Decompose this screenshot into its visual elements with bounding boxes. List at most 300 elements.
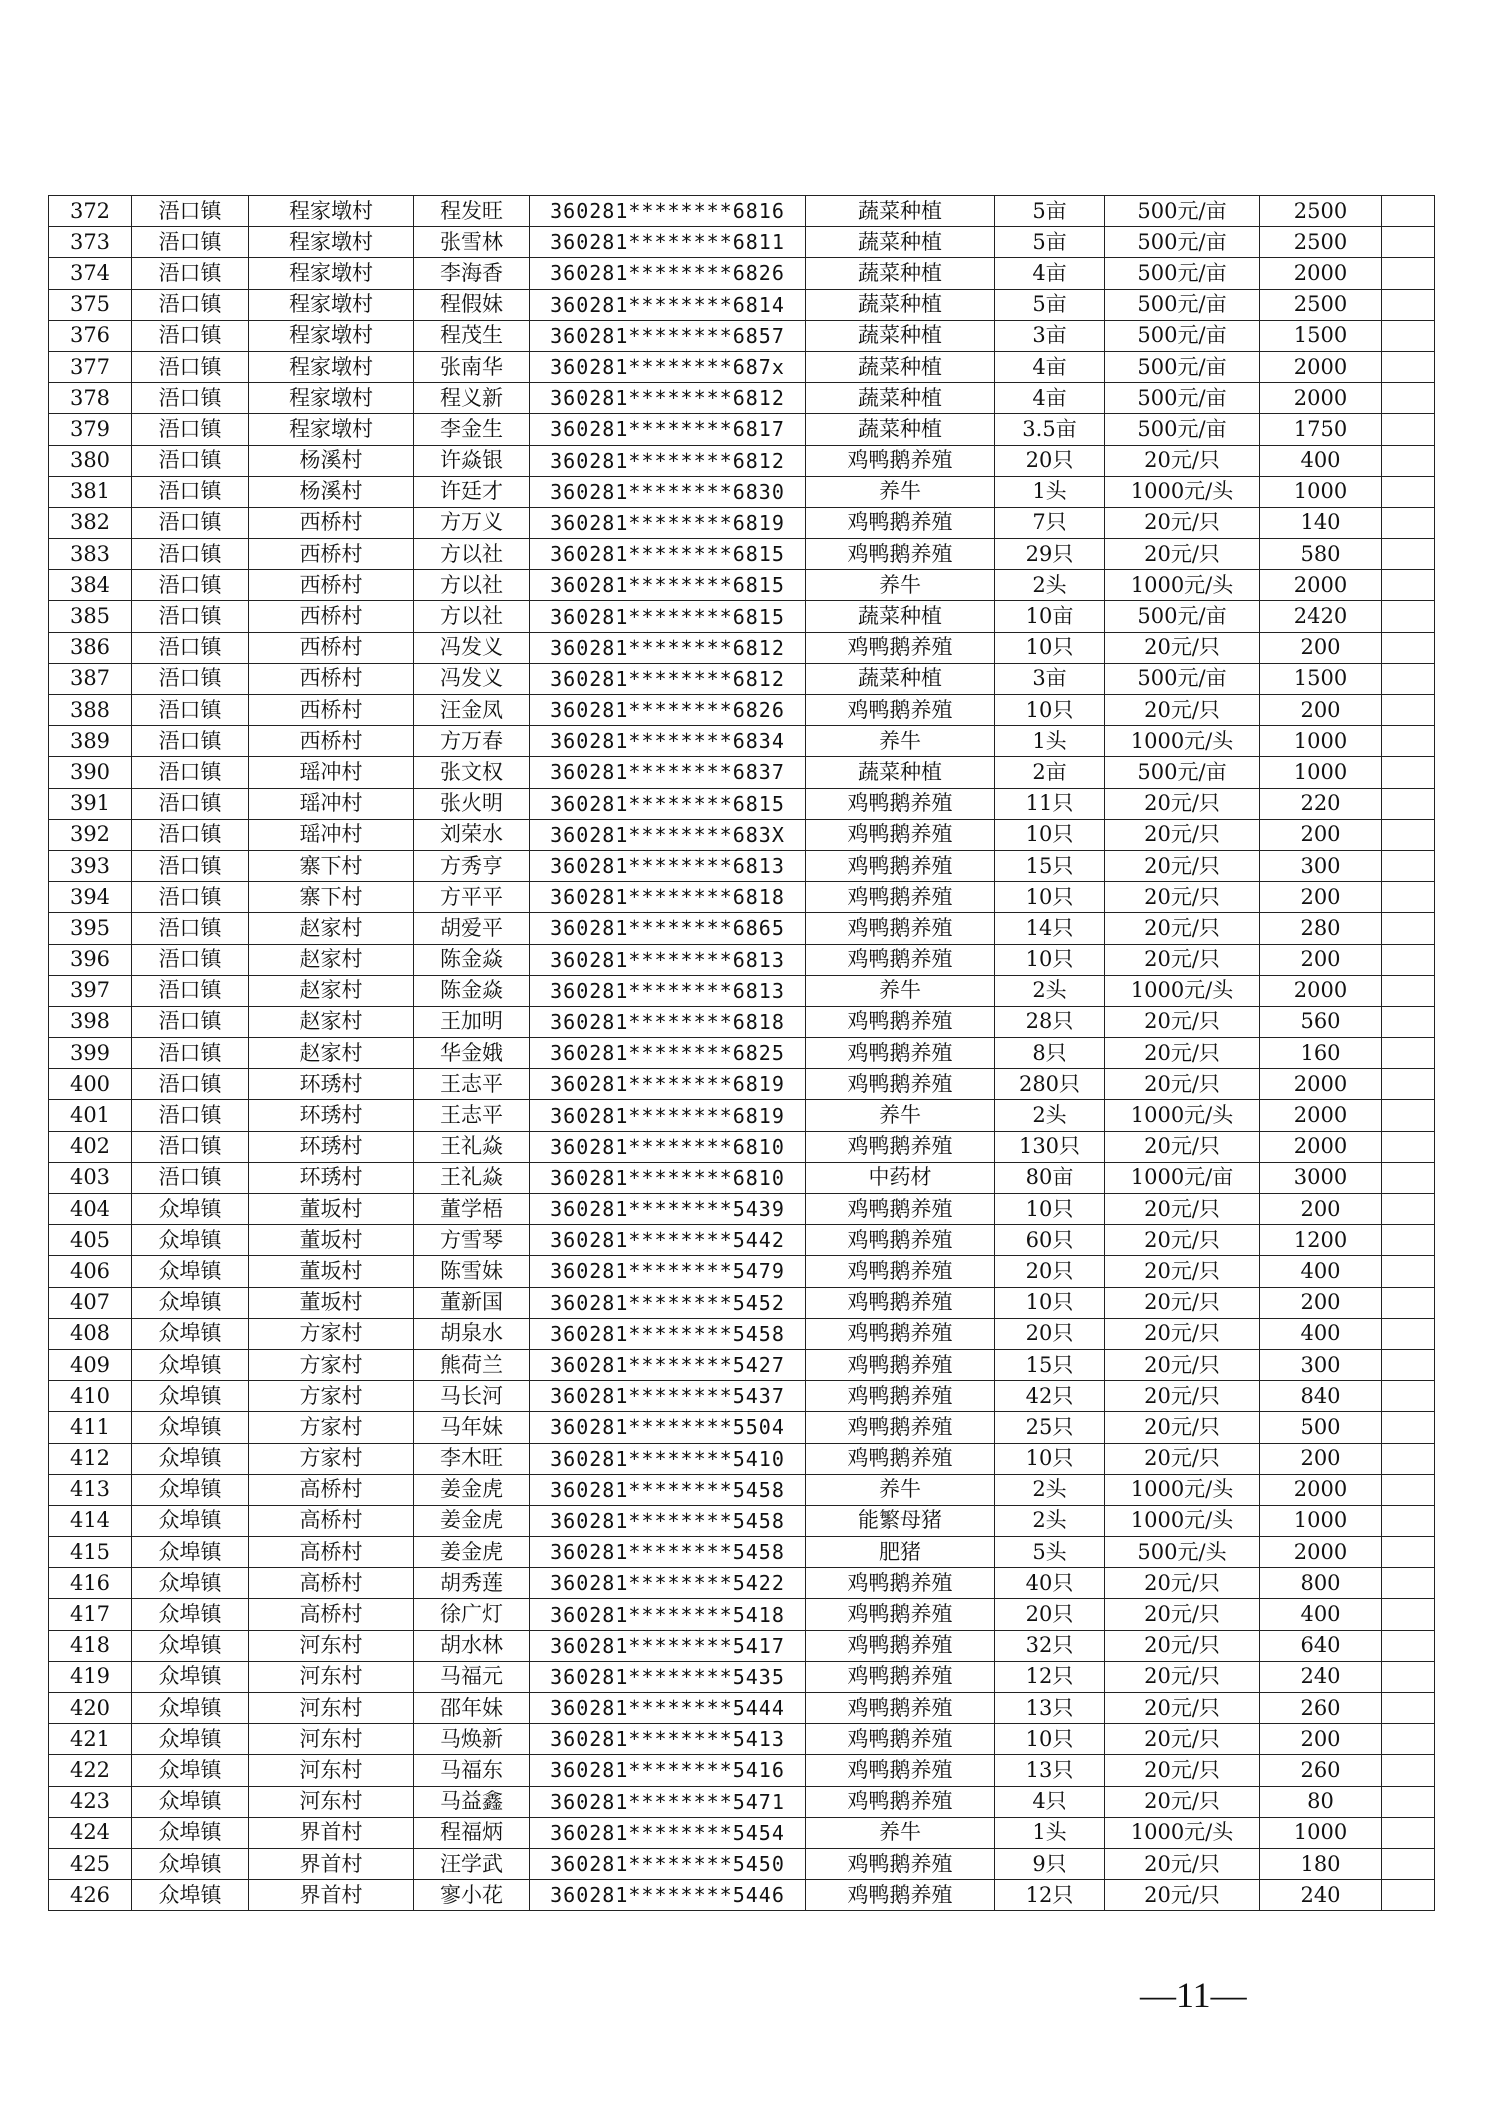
cell-amount: 560 (1260, 1006, 1382, 1037)
cell-remark (1382, 944, 1435, 975)
cell-village: 赵家村 (249, 1006, 414, 1037)
cell-id-number: 360281********6815 (530, 539, 806, 570)
cell-id-number: 360281********5417 (530, 1630, 806, 1661)
cell-name: 张南华 (414, 351, 530, 382)
table-row (49, 1318, 1435, 1349)
cell-standard: 20元/只 (1105, 850, 1260, 881)
cell-project: 养牛 (806, 570, 995, 601)
cell-name: 寥小花 (414, 1880, 530, 1911)
cell-project: 养牛 (806, 476, 995, 507)
cell-row-index: 389 (49, 726, 132, 757)
cell-standard: 20元/只 (1105, 1786, 1260, 1817)
cell-name: 程义新 (414, 383, 530, 414)
cell-remark (1382, 601, 1435, 632)
cell-standard: 20元/只 (1105, 1848, 1260, 1879)
cell-id-number: 360281********5444 (530, 1693, 806, 1724)
cell-amount: 2000 (1260, 975, 1382, 1006)
cell-project: 养牛 (806, 975, 995, 1006)
cell-amount: 200 (1260, 882, 1382, 913)
cell-standard: 20元/只 (1105, 1225, 1260, 1256)
cell-project: 鸡鸭鹅养殖 (806, 913, 995, 944)
cell-id-number: 360281********6830 (530, 476, 806, 507)
cell-project: 鸡鸭鹅养殖 (806, 1069, 995, 1100)
cell-standard: 1000元/头 (1105, 1505, 1260, 1536)
table-row (49, 819, 1435, 850)
cell-project: 蔬菜种植 (806, 383, 995, 414)
cell-row-index: 401 (49, 1100, 132, 1131)
cell-town: 浯口镇 (132, 819, 249, 850)
cell-village: 董坂村 (249, 1256, 414, 1287)
cell-quantity: 1头 (995, 476, 1105, 507)
cell-project: 鸡鸭鹅养殖 (806, 819, 995, 850)
cell-amount: 240 (1260, 1661, 1382, 1692)
cell-amount: 280 (1260, 913, 1382, 944)
cell-project: 养牛 (806, 1474, 995, 1505)
cell-town: 浯口镇 (132, 570, 249, 601)
cell-row-index: 385 (49, 601, 132, 632)
cell-town: 众埠镇 (132, 1599, 249, 1630)
cell-amount: 1000 (1260, 726, 1382, 757)
cell-standard: 20元/只 (1105, 1038, 1260, 1069)
cell-standard: 20元/只 (1105, 1069, 1260, 1100)
table-row (49, 1599, 1435, 1630)
cell-id-number: 360281********5450 (530, 1848, 806, 1879)
cell-amount: 300 (1260, 850, 1382, 881)
cell-row-index: 399 (49, 1038, 132, 1069)
cell-row-index: 416 (49, 1568, 132, 1599)
cell-standard: 20元/只 (1105, 1443, 1260, 1474)
table-row (49, 1412, 1435, 1443)
cell-town: 浯口镇 (132, 258, 249, 289)
page-number: —11— (1140, 1975, 1247, 2015)
cell-name: 方万春 (414, 726, 530, 757)
cell-id-number: 360281********5435 (530, 1661, 806, 1692)
cell-town: 浯口镇 (132, 1069, 249, 1100)
cell-remark (1382, 1724, 1435, 1755)
cell-standard: 20元/只 (1105, 1131, 1260, 1162)
cell-amount: 2000 (1260, 1100, 1382, 1131)
cell-quantity: 5亩 (995, 289, 1105, 320)
cell-village: 西桥村 (249, 726, 414, 757)
cell-remark (1382, 289, 1435, 320)
cell-quantity: 5亩 (995, 196, 1105, 227)
cell-name: 汪金凤 (414, 695, 530, 726)
cell-id-number: 360281********6812 (530, 663, 806, 694)
cell-amount: 200 (1260, 695, 1382, 726)
cell-row-index: 406 (49, 1256, 132, 1287)
cell-amount: 400 (1260, 1318, 1382, 1349)
cell-town: 众埠镇 (132, 1724, 249, 1755)
cell-row-index: 372 (49, 196, 132, 227)
cell-name: 张雪林 (414, 227, 530, 258)
table-row (49, 1848, 1435, 1879)
table-row (49, 757, 1435, 788)
cell-id-number: 360281********6819 (530, 1100, 806, 1131)
cell-village: 西桥村 (249, 601, 414, 632)
cell-quantity: 11只 (995, 788, 1105, 819)
cell-id-number: 360281********5437 (530, 1381, 806, 1412)
cell-village: 赵家村 (249, 913, 414, 944)
cell-row-index: 405 (49, 1225, 132, 1256)
cell-standard: 20元/只 (1105, 1381, 1260, 1412)
cell-amount: 140 (1260, 507, 1382, 538)
cell-name: 王礼焱 (414, 1162, 530, 1193)
cell-id-number: 360281********6812 (530, 445, 806, 476)
cell-standard: 20元/只 (1105, 1412, 1260, 1443)
cell-town: 浯口镇 (132, 1100, 249, 1131)
cell-row-index: 382 (49, 507, 132, 538)
cell-id-number: 360281********5454 (530, 1817, 806, 1848)
cell-amount: 200 (1260, 944, 1382, 975)
cell-town: 众埠镇 (132, 1568, 249, 1599)
cell-quantity: 10只 (995, 882, 1105, 913)
cell-village: 程家墩村 (249, 289, 414, 320)
cell-village: 赵家村 (249, 944, 414, 975)
cell-town: 浯口镇 (132, 1131, 249, 1162)
cell-name: 方平平 (414, 882, 530, 913)
cell-quantity: 14只 (995, 913, 1105, 944)
cell-quantity: 9只 (995, 1848, 1105, 1879)
cell-amount: 80 (1260, 1786, 1382, 1817)
cell-row-index: 414 (49, 1505, 132, 1536)
cell-village: 西桥村 (249, 632, 414, 663)
cell-remark (1382, 757, 1435, 788)
cell-quantity: 4只 (995, 1786, 1105, 1817)
cell-quantity: 10只 (995, 632, 1105, 663)
cell-town: 众埠镇 (132, 1225, 249, 1256)
cell-project: 鸡鸭鹅养殖 (806, 1880, 995, 1911)
cell-name: 胡泉水 (414, 1318, 530, 1349)
cell-quantity: 20只 (995, 1599, 1105, 1630)
cell-name: 张火明 (414, 788, 530, 819)
cell-remark (1382, 882, 1435, 913)
cell-town: 众埠镇 (132, 1817, 249, 1848)
cell-name: 李木旺 (414, 1443, 530, 1474)
cell-standard: 1000元/头 (1105, 476, 1260, 507)
cell-row-index: 396 (49, 944, 132, 975)
cell-row-index: 407 (49, 1287, 132, 1318)
table-row (49, 539, 1435, 570)
table-row (49, 227, 1435, 258)
cell-project: 蔬菜种植 (806, 663, 995, 694)
cell-project: 蔬菜种植 (806, 414, 995, 445)
cell-quantity: 10只 (995, 1443, 1105, 1474)
cell-standard: 1000元/头 (1105, 726, 1260, 757)
cell-town: 众埠镇 (132, 1537, 249, 1568)
cell-row-index: 384 (49, 570, 132, 601)
cell-village: 寨下村 (249, 882, 414, 913)
cell-id-number: 360281********6819 (530, 507, 806, 538)
cell-amount: 400 (1260, 445, 1382, 476)
cell-amount: 1200 (1260, 1225, 1382, 1256)
cell-row-index: 388 (49, 695, 132, 726)
cell-town: 众埠镇 (132, 1786, 249, 1817)
cell-amount: 2000 (1260, 258, 1382, 289)
cell-name: 马福东 (414, 1755, 530, 1786)
cell-name: 陈雪妹 (414, 1256, 530, 1287)
cell-remark (1382, 320, 1435, 351)
cell-id-number: 360281********687x (530, 351, 806, 382)
cell-project: 鸡鸭鹅养殖 (806, 944, 995, 975)
cell-quantity: 12只 (995, 1880, 1105, 1911)
cell-village: 界首村 (249, 1880, 414, 1911)
cell-remark (1382, 1630, 1435, 1661)
cell-name: 方万义 (414, 507, 530, 538)
cell-quantity: 20只 (995, 445, 1105, 476)
cell-id-number: 360281********5422 (530, 1568, 806, 1599)
cell-quantity: 3亩 (995, 320, 1105, 351)
cell-village: 西桥村 (249, 570, 414, 601)
cell-project: 蔬菜种植 (806, 601, 995, 632)
table-row (49, 1630, 1435, 1661)
cell-village: 赵家村 (249, 975, 414, 1006)
cell-project: 鸡鸭鹅养殖 (806, 788, 995, 819)
cell-standard: 1000元/头 (1105, 570, 1260, 601)
cell-town: 浯口镇 (132, 882, 249, 913)
cell-name: 李海香 (414, 258, 530, 289)
cell-remark (1382, 1505, 1435, 1536)
cell-id-number: 360281********6813 (530, 944, 806, 975)
cell-remark (1382, 1225, 1435, 1256)
cell-id-number: 360281********6825 (530, 1038, 806, 1069)
cell-name: 姜金虎 (414, 1474, 530, 1505)
cell-id-number: 360281********6837 (530, 757, 806, 788)
cell-row-index: 390 (49, 757, 132, 788)
cell-standard: 20元/只 (1105, 1755, 1260, 1786)
cell-remark (1382, 1131, 1435, 1162)
cell-name: 刘荣水 (414, 819, 530, 850)
cell-town: 浯口镇 (132, 1038, 249, 1069)
cell-quantity: 2头 (995, 1100, 1105, 1131)
cell-name: 程发旺 (414, 196, 530, 227)
cell-project: 蔬菜种植 (806, 757, 995, 788)
table-row (49, 632, 1435, 663)
cell-amount: 2000 (1260, 1131, 1382, 1162)
cell-standard: 20元/只 (1105, 445, 1260, 476)
cell-village: 环琇村 (249, 1162, 414, 1193)
cell-quantity: 2头 (995, 570, 1105, 601)
cell-project: 鸡鸭鹅养殖 (806, 1349, 995, 1380)
cell-row-index: 377 (49, 351, 132, 382)
cell-remark (1382, 414, 1435, 445)
cell-name: 程茂生 (414, 320, 530, 351)
cell-village: 河东村 (249, 1724, 414, 1755)
cell-remark (1382, 1693, 1435, 1724)
cell-name: 胡爱平 (414, 913, 530, 944)
cell-name: 冯发义 (414, 663, 530, 694)
cell-name: 马焕新 (414, 1724, 530, 1755)
cell-amount: 2000 (1260, 1069, 1382, 1100)
cell-village: 董坂村 (249, 1225, 414, 1256)
cell-id-number: 360281********5452 (530, 1287, 806, 1318)
cell-id-number: 360281********6815 (530, 601, 806, 632)
cell-row-index: 404 (49, 1194, 132, 1225)
cell-project: 鸡鸭鹅养殖 (806, 1786, 995, 1817)
cell-standard: 20元/只 (1105, 1568, 1260, 1599)
cell-town: 众埠镇 (132, 1848, 249, 1879)
cell-village: 程家墩村 (249, 320, 414, 351)
cell-amount: 1000 (1260, 757, 1382, 788)
cell-id-number: 360281********6818 (530, 1006, 806, 1037)
cell-amount: 2000 (1260, 570, 1382, 601)
cell-project: 鸡鸭鹅养殖 (806, 539, 995, 570)
cell-village: 界首村 (249, 1848, 414, 1879)
table-row (49, 1755, 1435, 1786)
table-row (49, 445, 1435, 476)
cell-town: 浯口镇 (132, 196, 249, 227)
cell-row-index: 393 (49, 850, 132, 881)
cell-quantity: 80亩 (995, 1162, 1105, 1193)
cell-id-number: 360281********6819 (530, 1069, 806, 1100)
cell-name: 姜金虎 (414, 1505, 530, 1536)
cell-id-number: 360281********6834 (530, 726, 806, 757)
cell-amount: 1000 (1260, 476, 1382, 507)
cell-standard: 500元/亩 (1105, 320, 1260, 351)
cell-quantity: 4亩 (995, 258, 1105, 289)
cell-name: 方雪琴 (414, 1225, 530, 1256)
cell-project: 鸡鸭鹅养殖 (806, 507, 995, 538)
cell-row-index: 380 (49, 445, 132, 476)
cell-quantity: 13只 (995, 1755, 1105, 1786)
cell-quantity: 29只 (995, 539, 1105, 570)
cell-amount: 500 (1260, 1412, 1382, 1443)
cell-amount: 2000 (1260, 1474, 1382, 1505)
cell-project: 鸡鸭鹅养殖 (806, 850, 995, 881)
table-row (49, 1100, 1435, 1131)
cell-id-number: 360281********6815 (530, 570, 806, 601)
cell-id-number: 360281********5418 (530, 1599, 806, 1630)
table-row (49, 1225, 1435, 1256)
cell-town: 众埠镇 (132, 1443, 249, 1474)
cell-quantity: 15只 (995, 850, 1105, 881)
cell-name: 姜金虎 (414, 1537, 530, 1568)
cell-row-index: 411 (49, 1412, 132, 1443)
cell-project: 蔬菜种植 (806, 258, 995, 289)
cell-standard: 20元/只 (1105, 882, 1260, 913)
cell-town: 众埠镇 (132, 1412, 249, 1443)
cell-amount: 2500 (1260, 196, 1382, 227)
cell-remark (1382, 1474, 1435, 1505)
cell-village: 程家墩村 (249, 258, 414, 289)
cell-project: 鸡鸭鹅养殖 (806, 1006, 995, 1037)
cell-town: 浯口镇 (132, 539, 249, 570)
table-row (49, 1817, 1435, 1848)
cell-remark (1382, 227, 1435, 258)
cell-standard: 20元/只 (1105, 1256, 1260, 1287)
cell-amount: 200 (1260, 1724, 1382, 1755)
cell-quantity: 130只 (995, 1131, 1105, 1162)
cell-row-index: 397 (49, 975, 132, 1006)
cell-quantity: 12只 (995, 1661, 1105, 1692)
cell-id-number: 360281********6810 (530, 1162, 806, 1193)
cell-village: 方家村 (249, 1443, 414, 1474)
cell-quantity: 15只 (995, 1349, 1105, 1380)
cell-standard: 20元/只 (1105, 1599, 1260, 1630)
cell-standard: 20元/只 (1105, 913, 1260, 944)
cell-standard: 20元/只 (1105, 507, 1260, 538)
cell-row-index: 419 (49, 1661, 132, 1692)
table-row (49, 507, 1435, 538)
cell-project: 鸡鸭鹅养殖 (806, 1038, 995, 1069)
table-row (49, 1505, 1435, 1536)
table-row (49, 695, 1435, 726)
cell-id-number: 360281********5471 (530, 1786, 806, 1817)
cell-remark (1382, 726, 1435, 757)
cell-row-index: 381 (49, 476, 132, 507)
cell-name: 董新国 (414, 1287, 530, 1318)
cell-project: 鸡鸭鹅养殖 (806, 1630, 995, 1661)
cell-village: 环琇村 (249, 1069, 414, 1100)
cell-town: 众埠镇 (132, 1287, 249, 1318)
cell-village: 环琇村 (249, 1131, 414, 1162)
cell-quantity: 25只 (995, 1412, 1105, 1443)
cell-town: 众埠镇 (132, 1880, 249, 1911)
cell-amount: 200 (1260, 1287, 1382, 1318)
cell-name: 马年妹 (414, 1412, 530, 1443)
cell-town: 浯口镇 (132, 913, 249, 944)
cell-quantity: 10只 (995, 1724, 1105, 1755)
cell-remark (1382, 1100, 1435, 1131)
cell-remark (1382, 819, 1435, 850)
cell-row-index: 403 (49, 1162, 132, 1193)
cell-town: 浯口镇 (132, 663, 249, 694)
cell-id-number: 360281********5479 (530, 1256, 806, 1287)
cell-town: 浯口镇 (132, 850, 249, 881)
cell-id-number: 360281********5427 (530, 1349, 806, 1380)
table-row (49, 570, 1435, 601)
cell-project: 鸡鸭鹅养殖 (806, 1568, 995, 1599)
cell-id-number: 360281********5442 (530, 1225, 806, 1256)
cell-name: 华金娥 (414, 1038, 530, 1069)
cell-quantity: 1头 (995, 1817, 1105, 1848)
cell-town: 浯口镇 (132, 351, 249, 382)
table-body (49, 196, 1435, 1911)
cell-amount: 200 (1260, 819, 1382, 850)
cell-row-index: 378 (49, 383, 132, 414)
cell-remark (1382, 507, 1435, 538)
cell-village: 董坂村 (249, 1194, 414, 1225)
cell-remark (1382, 1443, 1435, 1474)
cell-standard: 500元/亩 (1105, 383, 1260, 414)
cell-name: 胡秀莲 (414, 1568, 530, 1599)
cell-row-index: 418 (49, 1630, 132, 1661)
cell-name: 张文权 (414, 757, 530, 788)
cell-id-number: 360281********5446 (530, 1880, 806, 1911)
cell-quantity: 1头 (995, 726, 1105, 757)
cell-town: 众埠镇 (132, 1661, 249, 1692)
cell-project: 中药材 (806, 1162, 995, 1193)
cell-id-number: 360281********6811 (530, 227, 806, 258)
table-row (49, 601, 1435, 632)
cell-village: 杨溪村 (249, 445, 414, 476)
cell-name: 王礼焱 (414, 1131, 530, 1162)
cell-village: 瑶冲村 (249, 788, 414, 819)
cell-remark (1382, 1817, 1435, 1848)
cell-name: 许廷才 (414, 476, 530, 507)
cell-name: 汪学武 (414, 1848, 530, 1879)
cell-remark (1382, 1848, 1435, 1879)
cell-quantity: 10只 (995, 819, 1105, 850)
cell-quantity: 2头 (995, 1474, 1105, 1505)
cell-amount: 2420 (1260, 601, 1382, 632)
cell-standard: 20元/只 (1105, 1349, 1260, 1380)
cell-row-index: 423 (49, 1786, 132, 1817)
cell-project: 鸡鸭鹅养殖 (806, 1381, 995, 1412)
cell-town: 浯口镇 (132, 320, 249, 351)
cell-row-index: 374 (49, 258, 132, 289)
cell-remark (1382, 1006, 1435, 1037)
cell-village: 环琇村 (249, 1100, 414, 1131)
